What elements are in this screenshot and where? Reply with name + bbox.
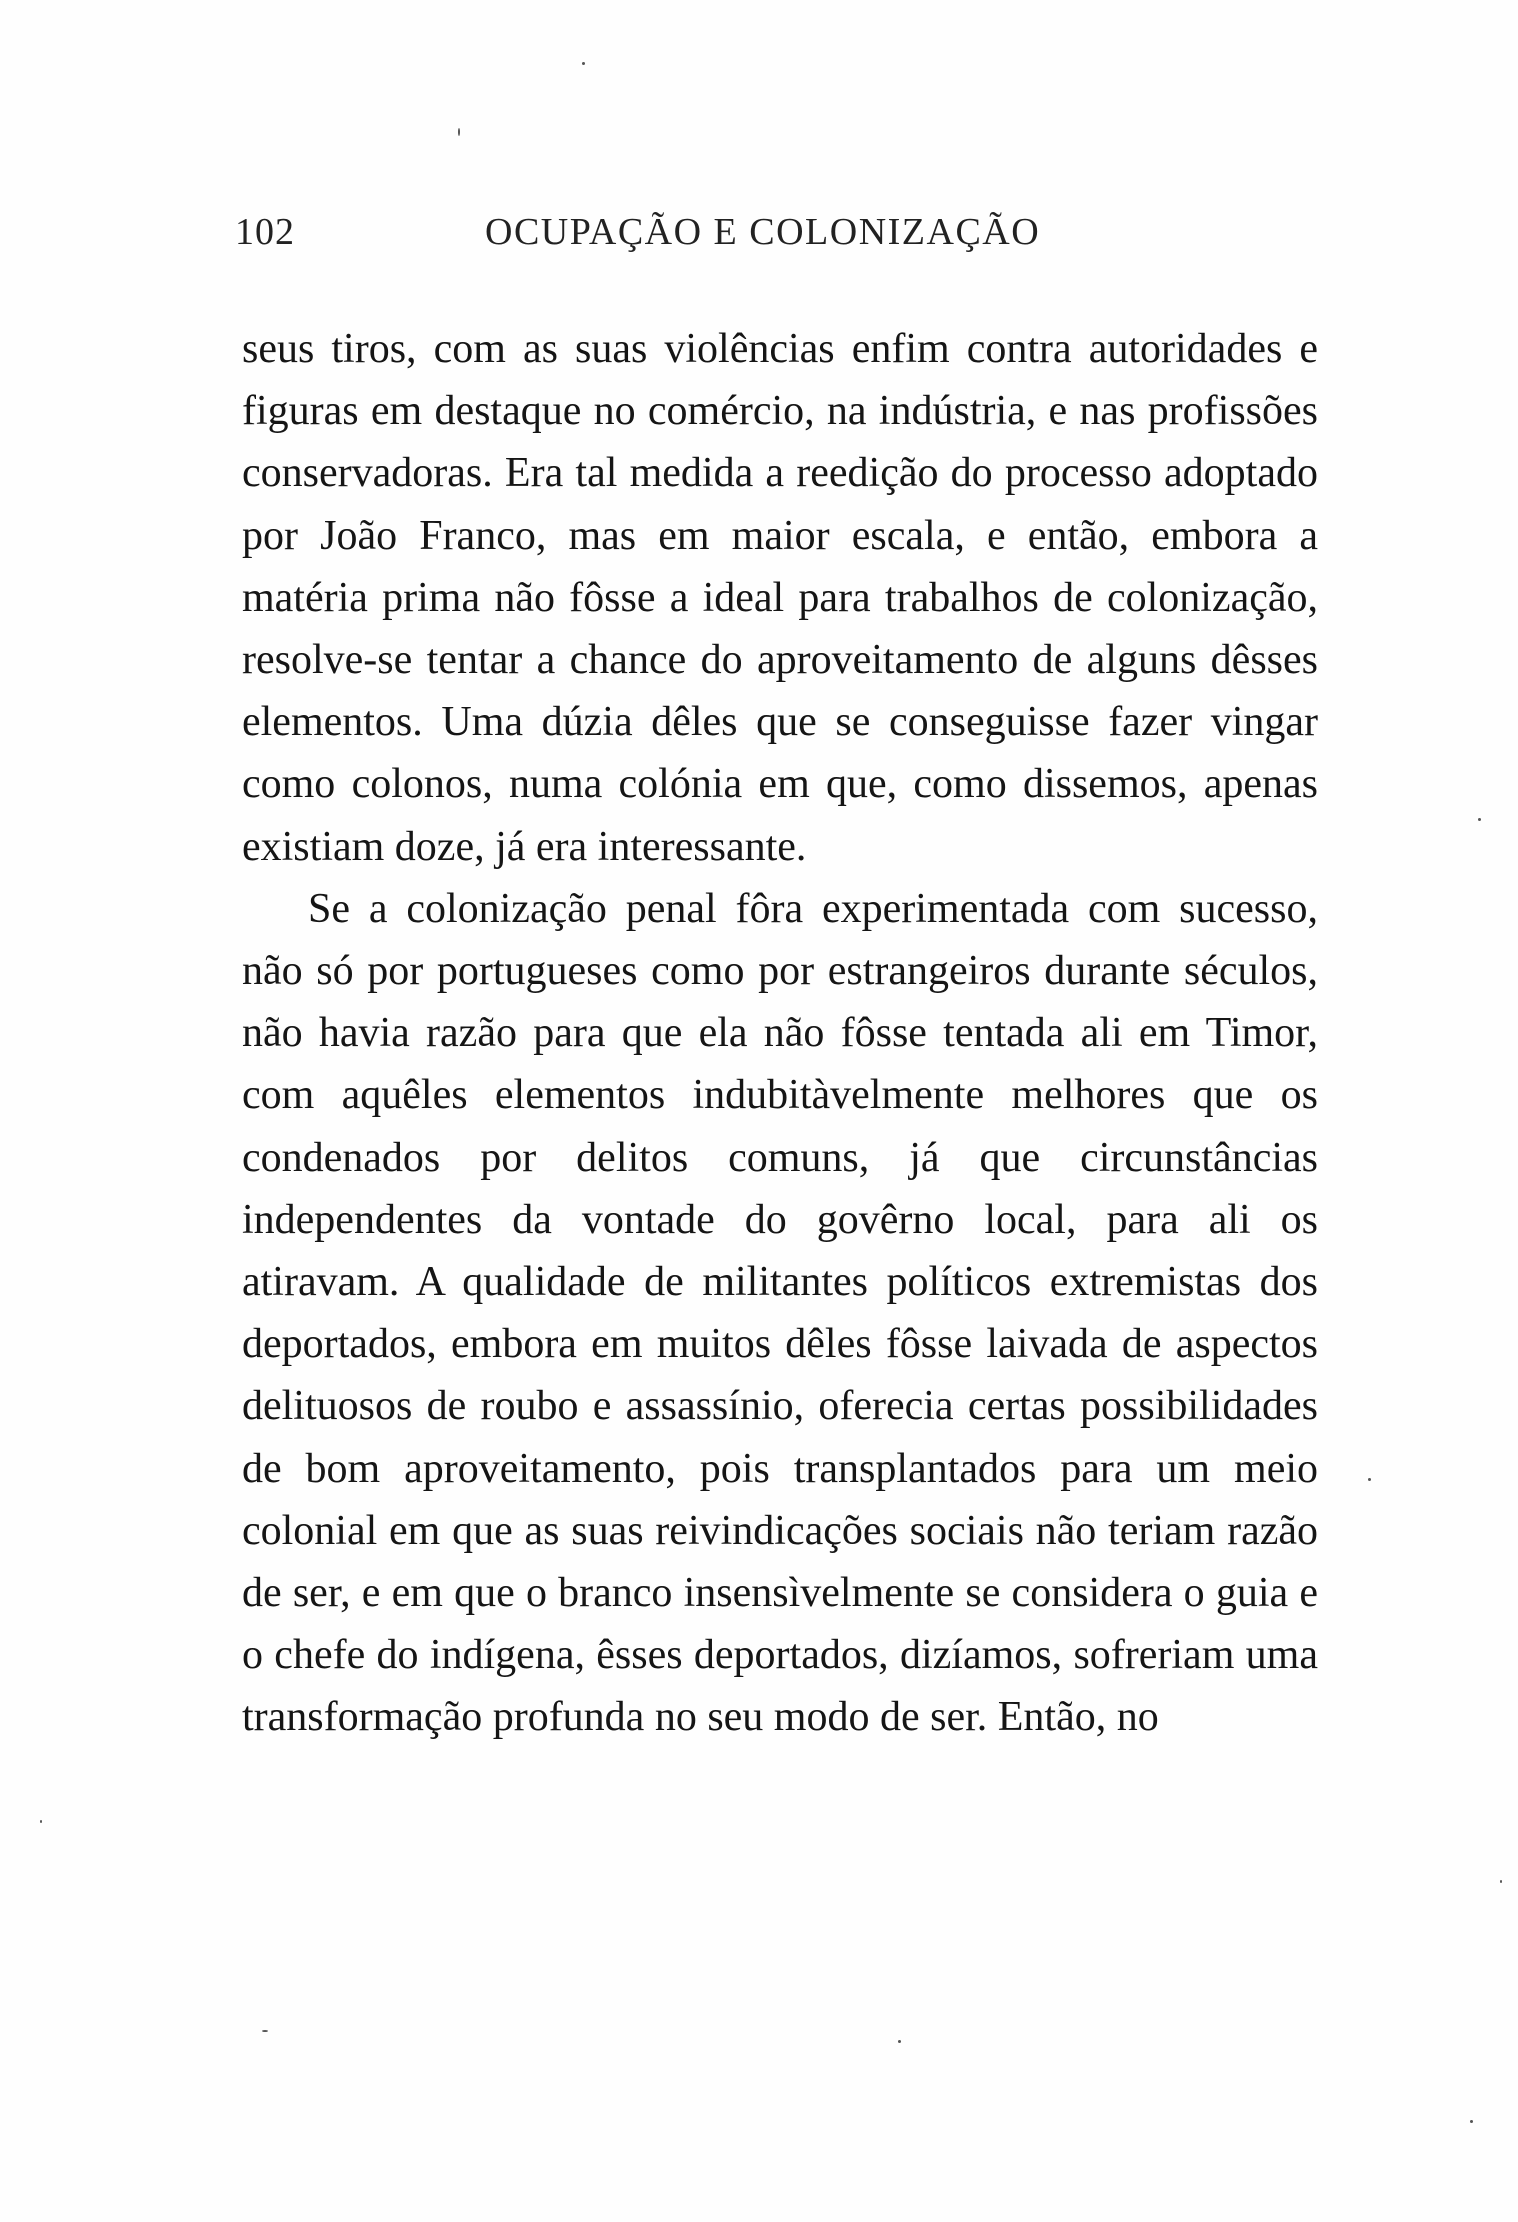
scan-speck [1478, 818, 1481, 821]
body-text [242, 318, 1318, 1749]
running-title: OCUPAÇÃO E COLONIZAÇÃO [485, 211, 1041, 253]
scan-speck [1470, 2120, 1473, 2123]
running-head [235, 210, 1325, 270]
scan-speck [898, 2040, 901, 2043]
scan-speck [1368, 1478, 1371, 1481]
scan-speck [262, 2030, 268, 2032]
scan-speck [582, 62, 585, 65]
paragraph-continued: seus tiros, com as suas violências enfim contra autoridades e figuras em destaque no comércio, na indústria, e nas profissões conservadoras. Era tal medida a reedição do processo adoptado por João Franco, mas em maior escala, e então, embora a matéria prima não fôsse a ideal para trabalhos de colonização, resolve-se tentar a chance do aproveitamento de alguns dêsses elementos. Uma dúzia dêles que se conseguisse fazer vingar como colonos, numa colónia em que, como dissemos, apenas existiam doze, já era interessante. [242, 326, 1318, 870]
scan-speck [1500, 1880, 1502, 1883]
page-number: 102 [235, 211, 295, 253]
scan-speck [40, 1820, 42, 1823]
paragraph: Se a colonização penal fôra experimentada com sucesso, não só por portugueses como por estrangeiros durante séculos, não havia razão para que ela não fôsse tentada ali em Timor, com aquêles elementos indubitàvelmente melhores que os condenados por delitos comuns, já que circunstâncias independentes da vontade do govêrno local, para ali os atiravam. A qualidade de militantes políticos extremistas dos deportados, embora em muitos dêles fôsse laivada de aspectos delituosos de roubo e assassínio, oferecia certas possibilidades de bom aproveitamento, pois transplantados para um meio colonial em que as suas reivindicações sociais não teriam razão de ser, e em que o branco insensìvelmente se considera o guia e o chefe do indígena, êsses deportados, dizíamos, sofreriam uma transformação profunda no seu modo de ser. Então, no [242, 885, 1318, 1741]
scan-speck [458, 128, 460, 136]
